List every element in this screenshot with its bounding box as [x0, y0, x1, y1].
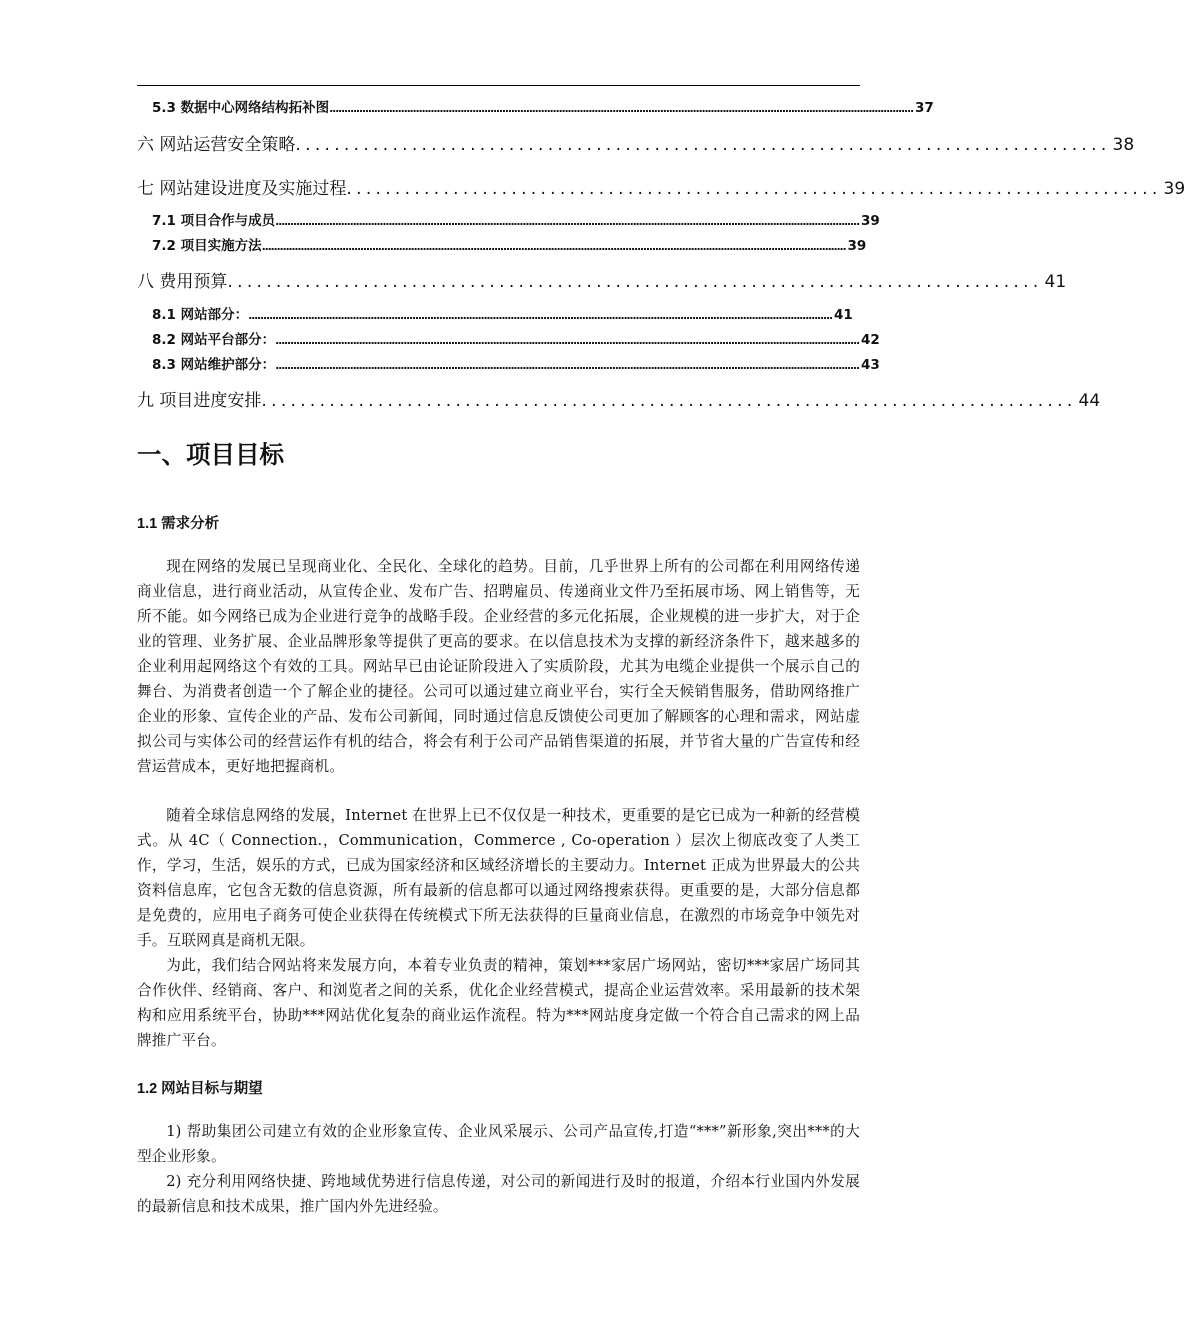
toc-leader-dots: .................................................................................................................................................................................................... — [261, 240, 846, 253]
toc-leader-dots: .................................................................................................................................................................................................... — [329, 102, 913, 115]
toc-entry-label: 7.1 项目合作与成员 — [152, 213, 276, 229]
body-paragraph: 现在网络的发展已呈现商业化、全民化、全球化的趋势。目前，几乎世界上所有的公司都在利用网络传递商业信息，进行商业活动，从宣传企业、发布广告、招聘雇员、传递商业文件乃至拓展市场、网上销售等，无所不能。如今网络已成为企业进行竞争的战略手段。企业经营的多元化拓展，企业规模的进一步扩大，对于企业的管理、业务扩展、企业品牌形象等提供了更高的要求。在以信息技术为支撑的新经济条件下，越来越多的企业利用起网络这个有效的工具。网站早已由论证阶段进入了实质阶段，尤其为电缆企业提供一个展示自己的舞台、为消费者创造一个了解企业的捷径。公司可以通过建立商业平台，实行全天候销售服务，借助网络推广企业的形象、宣传企业的产品、发布公司新闻，同时通过信息反馈使公司更加了解顾客的心理和需求，网站虚拟公司与实体公司的经营运作有机的结合，将会有利于公司产品销售渠道的拓展，并节省大量的广告宣传和经营运营成本，更好地把握商机。 — [137, 558, 860, 775]
toc-entry-label: 8.3 网站维护部分： — [152, 357, 276, 373]
toc-page-number: 41 — [833, 307, 853, 323]
toc-entry[interactable] — [137, 130, 1135, 155]
toc-entry-label: 5.3 数据中心网络结构拓补图 — [152, 100, 330, 116]
toc-entry[interactable] — [137, 386, 1101, 411]
toc-entry-label: 七 网站建设进度及实施过程 — [137, 179, 347, 199]
chapter-title: 一、项目目标 — [137, 440, 284, 469]
toc-leader-dots: .................................................................................... — [227, 272, 1043, 292]
toc-entry[interactable] — [152, 234, 867, 254]
toc-page-number: 39 — [860, 213, 880, 229]
toc-entry[interactable] — [152, 209, 880, 229]
toc-entry-label: 八 费用预算 — [137, 272, 228, 292]
toc-leader-dots: .................................................................................... — [295, 135, 1111, 155]
toc-entry-label: 7.2 项目实施方法 — [152, 238, 262, 254]
toc-entry[interactable] — [152, 96, 934, 116]
toc-entry[interactable] — [152, 353, 880, 373]
toc-page-number: 44 — [1078, 391, 1101, 411]
header-rule — [137, 85, 860, 86]
toc-leader-dots: .................................................................................................................................................................................................... — [248, 309, 832, 322]
toc-entry[interactable] — [152, 328, 880, 348]
toc-leader-dots: .................................................................................................................................................................................................... — [275, 359, 859, 372]
toc-page-number: 39 — [1163, 179, 1185, 199]
body-paragraph: 为此，我们结合网站将来发展方向，本着专业负责的精神，策划***家居广场网站，密切***家居广场同其合作伙伴、经销商、客户、和浏览者之间的关系，优化企业经营模式，提高企业运营效率。采用最新的技术架构和应用系统平台，协助***网站优化复杂的商业运作流程。特为***网站度身定做一个符合自己需求的网上品牌推广平台。 — [137, 957, 860, 1049]
body-paragraph: 随着全球信息网络的发展，Internet 在世界上已不仅仅是一种技术，更重要的是它已成为一种新的经营模式。从 4C（ Connection.，Communication，Commerce , Co-operation ）层次上彻底改变了人类工作，学习，生活，娱乐的方式，已成为国家经济和区域经济增长的主要动力。Internet 正成为世界最大的公共资料信息库，它包含无数的信息资源，所有最新的信息都可以通过网络搜索获得。更重要的是，大部分信息都是免费的，应用电子商务可使企业获得在传统模式下所无法获得的巨量商业信息，在激烈的市场竞争中领先对手。互联网真是商机无限。 — [137, 807, 860, 949]
toc-page-number: 43 — [860, 357, 880, 373]
toc-entry-label: 8.1 网站部分： — [152, 307, 249, 323]
toc-page-number: 39 — [847, 238, 867, 254]
section-heading: 1.1 需求分析 — [137, 516, 220, 532]
toc-page-number: 38 — [1112, 135, 1135, 155]
toc-page-number: 41 — [1044, 272, 1067, 292]
toc-entry[interactable] — [137, 267, 1067, 292]
toc-page-number: 42 — [860, 332, 880, 348]
toc-entry-label: 六 网站运营安全策略 — [137, 135, 296, 155]
toc-leader-dots: .................................................................................................................................................................................................... — [275, 215, 859, 228]
toc-entry[interactable] — [137, 174, 1185, 199]
toc-leader-dots: .................................................................................... — [346, 179, 1162, 199]
toc-page-number: 37 — [914, 100, 934, 116]
toc-entry-label: 九 项目进度安排 — [137, 391, 262, 411]
list-item: 1) 帮助集团公司建立有效的企业形象宣传、企业风采展示、公司产品宣传,打造“***”新形象,突出***的大型企业形象。 — [137, 1123, 860, 1165]
section-heading: 1.2 网站目标与期望 — [137, 1081, 263, 1097]
toc-leader-dots: .................................................................................................................................................................................................... — [275, 334, 859, 347]
toc-entry[interactable] — [152, 303, 853, 323]
list-item: 2) 充分利用网络快捷、跨地域优势进行信息传递，对公司的新闻进行及时的报道，介绍本行业国内外发展的最新信息和技术成果，推广国内外先进经验。 — [137, 1173, 860, 1215]
toc-leader-dots: .................................................................................... — [261, 391, 1077, 411]
toc-entry-label: 8.2 网站平台部分： — [152, 332, 276, 348]
